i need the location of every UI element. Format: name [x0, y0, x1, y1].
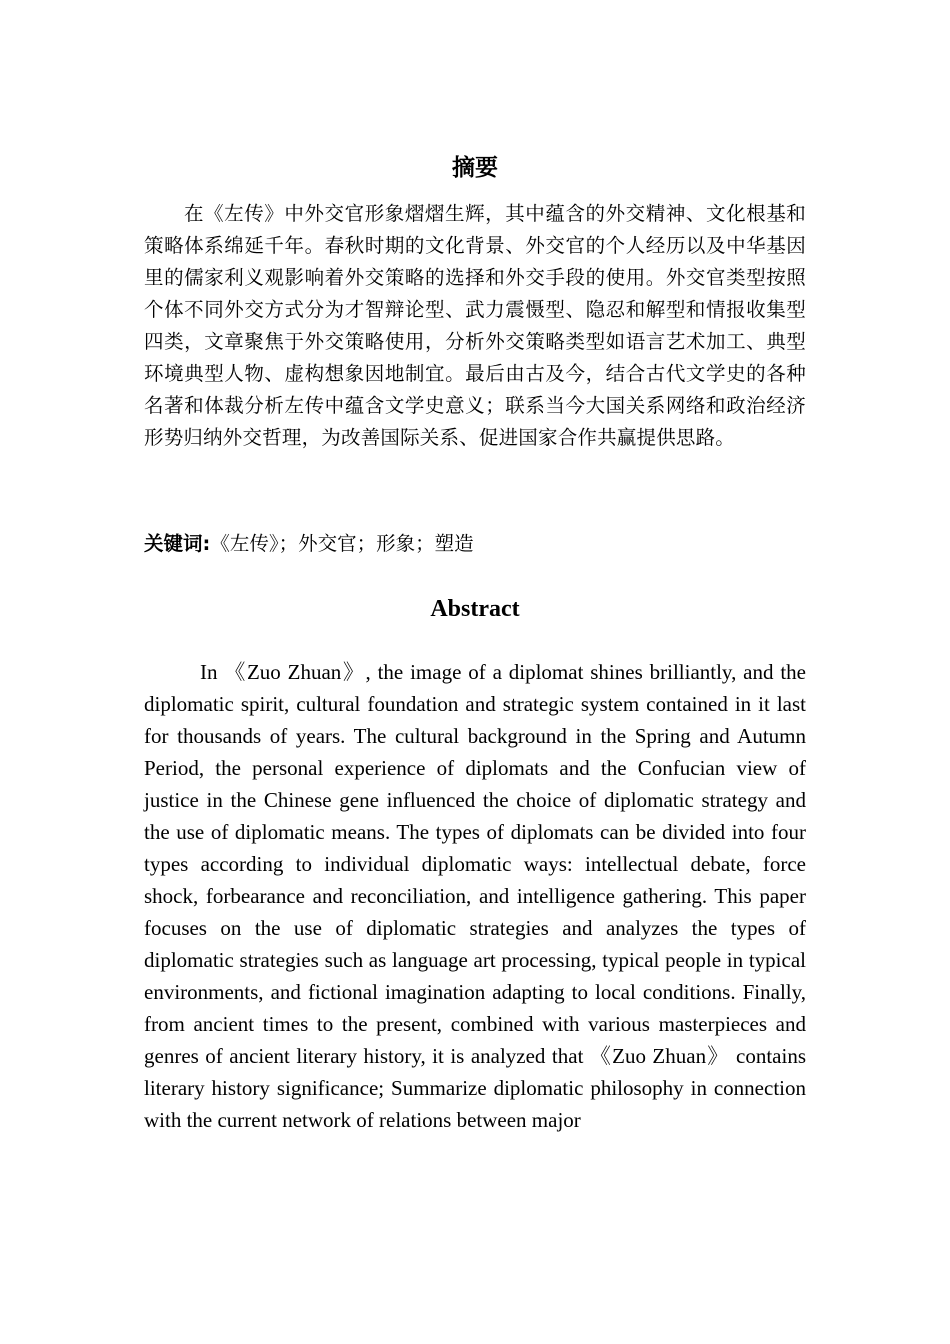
keywords-line [144, 528, 806, 560]
chinese-abstract-title: 摘要 [452, 155, 498, 181]
chinese-abstract-body: 在《左传》中外交官形象熠熠生辉，其中蕴含的外交精神、文化根基和策略体系绵延千年。春秋时期的文化背景、外交官的个人经历以及中华基因里的儒家利义观影响着外交策略的选择和外交手段的使用。外交官类型按照个体不同外交方式分为才智辩论型、武力震慑型、隐忍和解型和情报收集型四类，文章聚焦于外交策略使用，分析外交策略类型如语言艺术加工、典型环境典型人物、虚构想象因地制宜。最后由古及今，结合古代文学史的各种名著和体裁分析左传中蕴含文学史意义；联系当今大国关系网络和政治经济形势归纳外交哲理，为改善国际关系、促进国家合作共赢提供思路。 [144, 202, 806, 449]
english-abstract-title: Abstract [430, 596, 520, 622]
keywords-value: 《左传》；外交官；形象；塑造 [210, 532, 474, 555]
english-abstract-body: In 《Zuo Zhuan》, the image of a diplomat shines brilliantly, and the diplomatic spirit, cultural foundation and strategic system contained in it last for thousands of years. The cultural background in the Spring and Autumn Period, the personal experience of diplomats and the Confucian view of justice in the Chinese gene influenced the choice of diplomatic strategy and the use of diplomatic means. The types of diplomats can be divided into four types according to individual diplomatic ways: intellectual debate, force shock, forbearance and reconciliation, and intelligence gathering. This paper focuses on the use of diplomatic strategies and analyzes the types of diplomatic strategies such as language art processing, typical people in typical environments, and fictional imagination adapting to local conditions. Finally, from ancient times to the present, combined with various masterpieces and genres of ancient literary history, it is analyzed that 《Zuo Zhuan》 contains literary history significance; Summarize diplomatic philosophy in connection with the current network of relations between major [144, 660, 806, 1132]
keywords-label: 关键词: [144, 532, 211, 555]
